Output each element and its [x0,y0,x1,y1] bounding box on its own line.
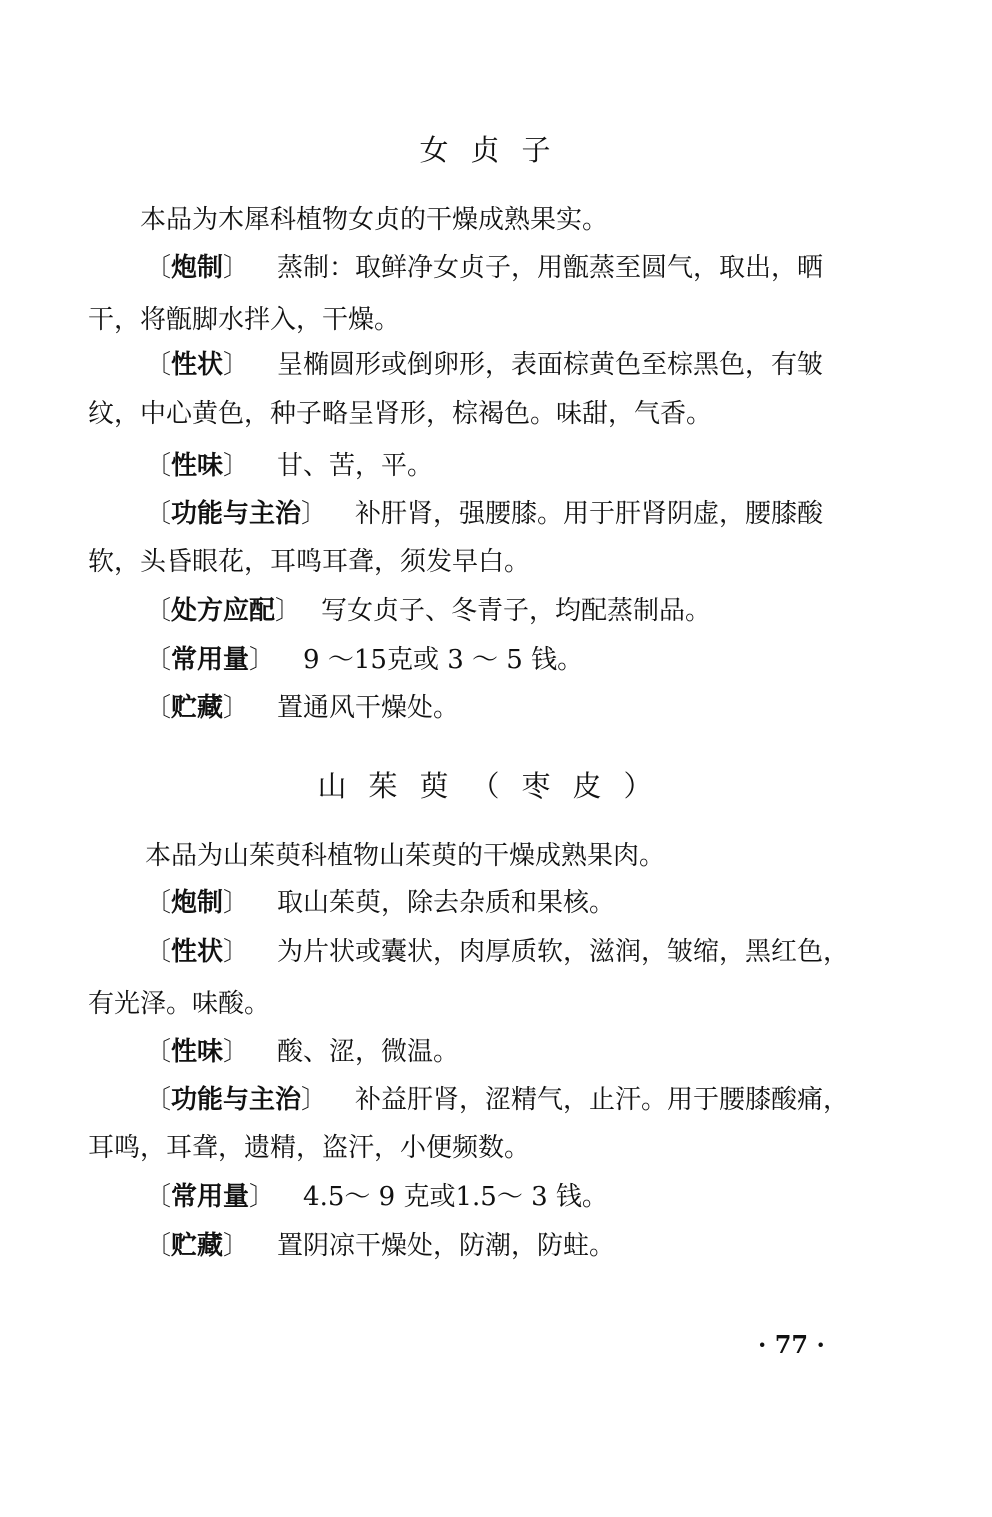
entry-continuation: 耳鸣，耳聋，遗精，盗汗，小便频数。 [88,1133,531,1163]
entry-continuation: 有光泽。味酸。 [88,989,271,1019]
entry-text: 甘、苦，平。 [277,451,434,481]
entry-paozhi: 〔炮制〕 取山茱萸，除去杂质和果核。 [145,888,616,918]
entry-xingzhuang: 〔性状〕 呈椭圆形或倒卵形，表面棕黄色至棕黑色，有皱 [145,350,824,380]
entry-label: 贮藏 [171,693,224,723]
entry-text: 4.5～ 9 克或1.5～ 3 钱。 [303,1182,608,1212]
entry-zhucang: 〔贮藏〕 置阴凉干燥处，防潮，防蛀。 [145,1231,616,1261]
entry-text: 酸、涩，微温。 [277,1037,460,1067]
entry-label: 性状 [171,937,224,967]
entry-paozhi: 〔炮制〕 蒸制：取鲜净女贞子，用甑蒸至圆气，取出，晒 [145,253,824,283]
entry-gongneng: 〔功能与主治〕 补益肝肾，涩精气，止汗。用于腰膝酸痛， [145,1085,850,1115]
entry-label: 贮藏 [171,1231,224,1261]
entry-chufang: 〔处方应配〕 写女贞子、冬青子，均配蒸制品。 [145,596,712,626]
entry-xingzhuang: 〔性状〕 为片状或囊状，肉厚质软，滋润，皱缩，黑红色， [145,937,850,967]
entry-continuation: 纹，中心黄色，种子略呈肾形，棕褐色。味甜，气香。 [88,399,713,429]
entry-label: 处方应配 [171,596,276,626]
entry-xingwei: 〔性味〕 酸、涩，微温。 [145,1037,460,1067]
entry-continuation: 软，头昏眼花，耳鸣耳聋，须发早白。 [88,547,531,577]
entry-yongliang: 〔常用量〕 4.5～ 9 克或1.5～ 3 钱。 [145,1182,608,1212]
entry-label: 功能与主治 [171,499,302,529]
entry-label: 性味 [171,451,224,481]
entry-label: 常用量 [171,1182,250,1212]
entry-label: 性状 [171,350,224,380]
entry-label: 炮制 [171,253,224,283]
entry-text: 9 ～15克或 3 ～ 5 钱。 [303,645,584,675]
entry-label: 常用量 [171,645,250,675]
section-intro: 本品为木犀科植物女贞的干燥成熟果实。 [140,205,609,235]
section-title-nuzhenzi: 女贞子 [419,133,573,167]
entry-text: 置阴凉干燥处，防潮，防蛀。 [277,1231,616,1261]
entry-text: 蒸制：取鲜净女贞子，用甑蒸至圆气，取出，晒 [277,253,824,283]
page-number: · 77 · [758,1330,825,1359]
section-intro: 本品为山茱萸科植物山茱萸的干燥成熟果肉。 [145,841,666,871]
entry-xingwei: 〔性味〕 甘、苦，平。 [145,451,434,481]
entry-text: 写女贞子、冬青子，均配蒸制品。 [321,596,712,626]
entry-gongneng: 〔功能与主治〕 补肝肾，强腰膝。用于肝肾阴虚，腰膝酸 [145,499,824,529]
entry-zhucang: 〔贮藏〕 置通风干燥处。 [145,693,460,723]
entry-text: 呈椭圆形或倒卵形，表面棕黄色至棕黑色，有皱 [277,350,824,380]
entry-continuation: 干，将甑脚水拌入，干燥。 [88,305,401,335]
entry-text: 置通风干燥处。 [277,693,460,723]
entry-text: 取山茱萸，除去杂质和果核。 [277,888,616,918]
entry-label: 功能与主治 [171,1085,302,1115]
entry-label: 炮制 [171,888,224,918]
entry-label: 性味 [171,1037,224,1067]
entry-text: 补益肝肾，涩精气，止汗。用于腰膝酸痛， [355,1085,850,1115]
entry-yongliang: 〔常用量〕 9 ～15克或 3 ～ 5 钱。 [145,645,584,675]
entry-text: 为片状或囊状，肉厚质软，滋润，皱缩，黑红色， [277,937,850,967]
section-title-shanzhuyu: 山茱萸（枣皮） [317,769,675,803]
entry-text: 补肝肾，强腰膝。用于肝肾阴虚，腰膝酸 [355,499,824,529]
